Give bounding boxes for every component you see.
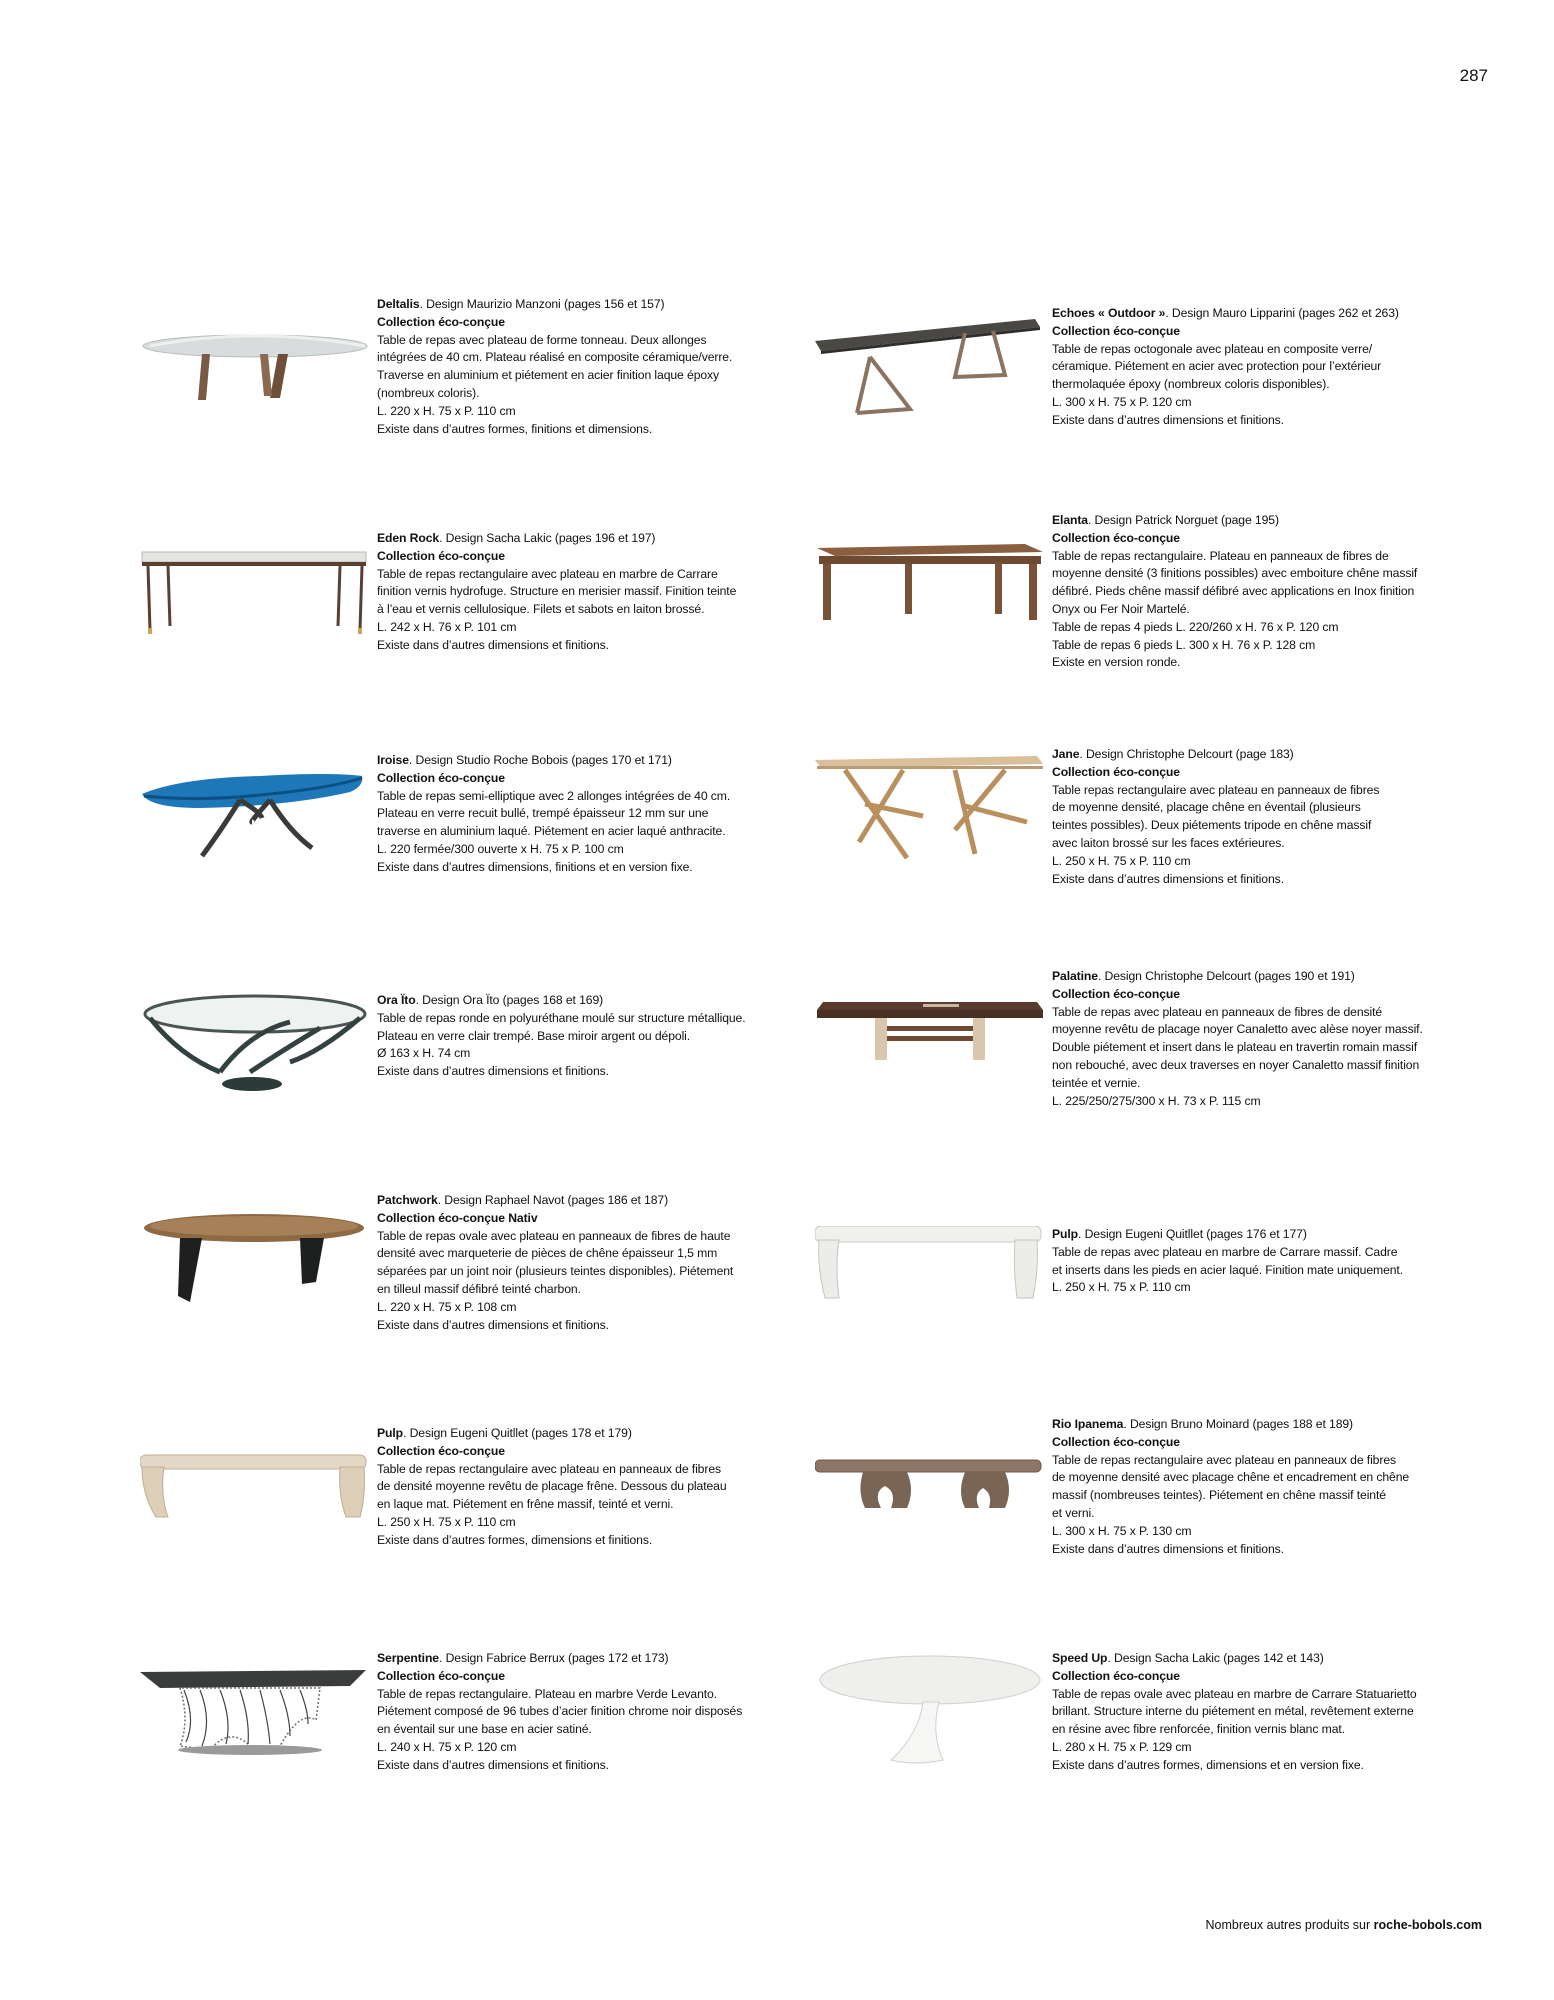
desc-line: non rebouché, avec deux traverses en noyer Canaletto massif finition <box>1052 1057 1420 1072</box>
product-name: Palatine <box>1052 969 1098 983</box>
table-image-rio-ipanema <box>815 1416 1045 1591</box>
product-design: . Design Studio Roche Bobois (pages 170 et 171) <box>408 753 672 767</box>
product-text-palatine <box>1052 968 1462 1110</box>
product-text-iroise <box>377 752 787 877</box>
desc-line: finition vernis hydrofuge. Structure en merisier massif. Finition teinte <box>377 584 737 599</box>
desc-line: Piétement composé de 96 tubes d’acier finition chrome noir disposés <box>377 1704 743 1719</box>
desc-line: Existe dans d’autres dimensions et finitions. <box>377 1064 609 1079</box>
desc-line: L. 300 x H. 75 x P. 120 cm <box>1052 394 1192 409</box>
desc-line: Existe dans d’autres dimensions, finitions et en version fixe. <box>377 859 693 874</box>
product-collection: Collection éco-conçue <box>1052 1668 1180 1683</box>
product-text-serpentine <box>377 1650 787 1775</box>
desc-line: Existe dans d’autres formes, dimensions et finitions. <box>377 1532 653 1547</box>
desc-line: Plateau en verre recuit bullé, trempé épaisseur 12 mm sur une <box>377 806 709 821</box>
product-patchwork <box>140 1192 800 1367</box>
product-jane <box>815 746 1475 921</box>
table-image-elanta <box>815 512 1045 687</box>
desc-line: L. 220 x H. 75 x P. 110 cm <box>377 403 516 418</box>
desc-line: Table repas rectangulaire avec plateau en panneaux de fibres <box>1052 782 1380 797</box>
desc-line: Existe dans d’autres dimensions et finitions. <box>1052 871 1284 886</box>
desc-line: avec laiton brossé sur les faces extérieures. <box>1052 835 1285 850</box>
desc-line: en résine avec fibre renforcée, finition vernis blanc mat. <box>1052 1722 1345 1737</box>
desc-line: Table de repas ronde en polyuréthane moulé sur structure métallique. <box>377 1010 746 1025</box>
desc-line: Ø 163 x H. 74 cm <box>377 1046 471 1061</box>
desc-line: Existe dans d’autres dimensions et finitions. <box>1052 412 1284 427</box>
desc-line: Double piétement et insert dans le plateau en travertin romain massif <box>1052 1040 1418 1055</box>
desc-line: céramique. Piétement en acier avec protection pour l’extérieur <box>1052 359 1382 374</box>
product-name: Speed Up <box>1052 1651 1108 1665</box>
desc-line: L. 220 x H. 75 x P. 108 cm <box>377 1299 517 1314</box>
desc-line: Table de repas octogonale avec plateau en composite verre/ <box>1052 341 1373 356</box>
desc-line: Existe dans d’autres formes, finitions et dimensions. <box>377 421 653 436</box>
page-number: 287 <box>1459 66 1488 85</box>
desc-line: en éventail sur une base en acier satiné. <box>377 1722 592 1737</box>
product-text-jane <box>1052 746 1462 888</box>
desc-line: Plateau en verre clair trempé. Base miroir argent ou dépoli. <box>377 1028 691 1043</box>
product-collection: Collection éco-conçue <box>1052 1434 1180 1449</box>
desc-line: Existe dans d’autres dimensions et finitions. <box>1052 1541 1284 1556</box>
product-design: . Design Christophe Delcourt (page 183) <box>1079 747 1294 761</box>
product-text-rio-ipanema <box>1052 1416 1462 1558</box>
desc-line: Table de repas avec plateau de forme tonneau. Deux allonges <box>377 332 707 347</box>
product-text-echoes <box>1052 305 1462 430</box>
product-collection: Collection éco-conçue <box>1052 323 1180 338</box>
product-name: Serpentine <box>377 1651 439 1665</box>
product-pulp-ash <box>140 1425 800 1600</box>
desc-line: Table de repas 6 pieds L. 300 x H. 76 x P. 128 cm <box>1052 637 1316 652</box>
desc-line: L. 280 x H. 75 x P. 129 cm <box>1052 1739 1192 1754</box>
desc-line: Onyx ou Fer Noir Martelé. <box>1052 601 1190 616</box>
desc-line: L. 240 x H. 75 x P. 120 cm <box>377 1739 517 1754</box>
desc-line: Table de repas 4 pieds L. 220/260 x H. 76 x P. 120 cm <box>1052 619 1339 634</box>
desc-line: Existe en version ronde. <box>1052 655 1181 670</box>
product-text-elanta <box>1052 512 1462 672</box>
desc-line: Table de repas rectangulaire avec plateau en marbre de Carrare <box>377 566 718 581</box>
product-text-eden-rock <box>377 530 787 655</box>
table-image-serpentine <box>140 1650 370 1825</box>
table-image-patchwork <box>140 1192 370 1367</box>
table-image-iroise <box>140 752 370 927</box>
desc-line: et inserts dans les pieds en acier laqué. Finition mate uniquement. <box>1052 1262 1404 1277</box>
desc-line: teintes possibles). Deux piétements tripode en chêne massif <box>1052 818 1372 833</box>
product-name: Pulp <box>377 1426 404 1440</box>
desc-line: défibré. Pieds chêne massif défibré avec applications en Inox finition <box>1052 584 1415 599</box>
product-text-patchwork <box>377 1192 787 1334</box>
product-name: Elanta <box>1052 513 1088 527</box>
product-collection: Collection éco-conçue <box>377 770 505 785</box>
table-image-pulp-ash <box>140 1425 370 1600</box>
desc-line: Table de repas semi-elliptique avec 2 allonges intégrées de 40 cm. <box>377 788 731 803</box>
product-name: Pulp <box>1052 1227 1079 1241</box>
desc-line: moyenne revêtu de placage noyer Canaletto avec alèse noyer massif. <box>1052 1022 1423 1037</box>
product-serpentine <box>140 1650 800 1825</box>
product-collection: Collection éco-conçue <box>377 1443 505 1458</box>
product-design: . Design Eugeni Quitllet (pages 176 et 177) <box>1078 1227 1307 1241</box>
desc-line: massif (nombreuses teintes). Piétement en chêne massif teinté <box>1052 1488 1386 1503</box>
desc-line: Table de repas rectangulaire avec plateau en panneaux de fibres <box>1052 1452 1396 1467</box>
desc-line: Existe dans d’autres dimensions et finitions. <box>377 1317 609 1332</box>
desc-line: Table de repas avec plateau en panneaux de fibres de densité <box>1052 1004 1383 1019</box>
product-name: Echoes « Outdoor » <box>1052 306 1166 320</box>
table-image-speed-up <box>815 1650 1045 1825</box>
product-text-pulp-ash <box>377 1425 787 1550</box>
desc-line: L. 250 x H. 75 x P. 110 cm <box>1052 853 1191 868</box>
product-design: . Design Fabrice Berrux (pages 172 et 173) <box>439 1651 669 1665</box>
desc-line: L. 220 fermée/300 ouverte x H. 75 x P. 100 cm <box>377 841 624 856</box>
desc-line: teintée et vernie. <box>1052 1075 1141 1090</box>
product-collection: Collection éco-conçue <box>1052 986 1180 1001</box>
product-eden-rock <box>140 530 800 705</box>
footer <box>1100 1918 1482 1932</box>
desc-line: brillant. Structure interne du piétement en métal, revêtement externe <box>1052 1704 1414 1719</box>
product-iroise <box>140 752 800 927</box>
desc-line: (nombreux coloris). <box>377 385 480 400</box>
product-speed-up <box>815 1650 1475 1825</box>
table-image-palatine <box>815 968 1045 1143</box>
product-text-ora-ito <box>377 992 787 1081</box>
desc-line: et verni. <box>1052 1505 1095 1520</box>
product-design: . Design Sacha Lakic (pages 142 et 143) <box>1107 1651 1324 1665</box>
desc-line: densité avec marqueterie de pièces de chêne épaisseur 1,5 mm <box>377 1246 718 1261</box>
desc-line: Table de repas ovale avec plateau en marbre de Carrare Statuarietto <box>1052 1686 1417 1701</box>
product-design: . Design Ora Ïto (pages 168 et 169) <box>415 993 604 1007</box>
product-name: Eden Rock <box>377 531 440 545</box>
product-design: . Design Patrick Norguet (page 195) <box>1087 513 1279 527</box>
desc-line: Existe dans d’autres formes, dimensions et en version fixe. <box>1052 1757 1364 1772</box>
product-text-speed-up <box>1052 1650 1462 1775</box>
desc-line: séparées par un joint noir (plusieurs teintes disponibles). Piétement <box>377 1264 734 1279</box>
product-collection: Collection éco-conçue Nativ <box>377 1210 538 1225</box>
desc-line: thermolaquée époxy (nombreux coloris disponibles). <box>1052 377 1330 392</box>
product-design: . Design Raphael Navot (pages 186 et 187) <box>437 1193 669 1207</box>
product-design: . Design Maurizio Manzoni (pages 156 et 157) <box>419 297 665 311</box>
product-name: Jane <box>1052 747 1080 761</box>
desc-line: L. 250 x H. 75 x P. 110 cm <box>377 1514 516 1529</box>
table-image-pulp-marble <box>815 1226 1045 1401</box>
product-palatine <box>815 968 1475 1143</box>
product-rio-ipanema <box>815 1416 1475 1591</box>
product-name: Rio Ipanema <box>1052 1417 1124 1431</box>
desc-line: intégrées de 40 cm. Plateau réalisé en composite céramique/verre. <box>377 350 733 365</box>
product-collection: Collection éco-conçue <box>1052 530 1180 545</box>
desc-line: Table de repas rectangulaire. Plateau en panneaux de fibres de <box>1052 548 1389 563</box>
product-text-pulp-marble <box>1052 1226 1462 1297</box>
product-name: Ora Ïto <box>377 993 416 1007</box>
product-design: . Design Christophe Delcourt (pages 190 et 191) <box>1097 969 1355 983</box>
desc-line: Table de repas rectangulaire avec plateau en panneaux de fibres <box>377 1461 721 1476</box>
desc-line: Table de repas rectangulaire. Plateau en marbre Verde Levanto. <box>377 1686 718 1701</box>
footer-site-link[interactable]: roche-bobols.com <box>1373 1918 1482 1932</box>
product-design: . Design Mauro Lipparini (pages 262 et 263) <box>1165 306 1399 320</box>
product-echoes-outdoor <box>815 305 1475 480</box>
product-design: . Design Eugeni Quitllet (pages 178 et 179) <box>403 1426 632 1440</box>
desc-line: L. 242 x H. 76 x P. 101 cm <box>377 619 517 634</box>
product-deltalis <box>140 296 800 471</box>
desc-line: de moyenne densité, placage chêne en éventail (plusieurs <box>1052 800 1361 815</box>
desc-line: de densité moyenne revêtu de placage frêne. Dessous du plateau <box>377 1479 727 1494</box>
desc-line: en laque mat. Piétement en frêne massif, teinté et verni. <box>377 1497 674 1512</box>
product-pulp-marble <box>815 1226 1475 1401</box>
desc-line: L. 300 x H. 75 x P. 130 cm <box>1052 1523 1192 1538</box>
product-collection: Collection éco-conçue <box>1052 764 1180 779</box>
desc-line: Traverse en aluminium et piétement en acier finition laque époxy <box>377 368 720 383</box>
product-collection: Collection éco-conçue <box>377 1668 505 1683</box>
product-ora-ito <box>140 992 800 1167</box>
desc-line: de moyenne densité avec placage chêne et encadrement en chêne <box>1052 1470 1410 1485</box>
table-image-echoes <box>815 305 1045 480</box>
table-image-jane <box>815 746 1045 921</box>
desc-line: Table de repas avec plateau en marbre de Carrare massif. Cadre <box>1052 1244 1398 1259</box>
desc-line: moyenne densité (3 finitions possibles) avec emboiture chêne massif <box>1052 566 1418 581</box>
product-elanta <box>815 512 1475 687</box>
desc-line: Table de repas ovale avec plateau en panneaux de fibres de haute <box>377 1228 731 1243</box>
table-image-eden-rock <box>140 530 370 705</box>
desc-line: traverse en aluminium laqué. Piétement en acier laqué anthracite. <box>377 824 726 839</box>
table-image-ora-ito <box>140 992 370 1167</box>
product-collection: Collection éco-conçue <box>377 548 505 563</box>
product-collection: Collection éco-conçue <box>377 314 505 329</box>
desc-line: L. 225/250/275/300 x H. 73 x P. 115 cm <box>1052 1093 1261 1108</box>
product-name: Iroise <box>377 753 409 767</box>
table-image-deltalis <box>140 296 370 471</box>
desc-line: L. 250 x H. 75 x P. 110 cm <box>1052 1280 1191 1295</box>
product-design: . Design Sacha Lakic (pages 196 et 197) <box>439 531 656 545</box>
product-name: Deltalis <box>377 297 420 311</box>
desc-line: Existe dans d’autres dimensions et finitions. <box>377 1757 609 1772</box>
product-name: Patchwork <box>377 1193 438 1207</box>
desc-line: à l’eau et vernis cellulosique. Filets et sabots en laiton brossé. <box>377 602 705 617</box>
desc-line: Existe dans d’autres dimensions et finitions. <box>377 637 609 652</box>
desc-line: en tilleul massif défibré teinté charbon. <box>377 1281 581 1296</box>
product-design: . Design Bruno Moinard (pages 188 et 189) <box>1123 1417 1354 1431</box>
product-text-deltalis <box>377 296 787 438</box>
footer-text: Nombreux autres produits sur <box>1205 1918 1374 1932</box>
